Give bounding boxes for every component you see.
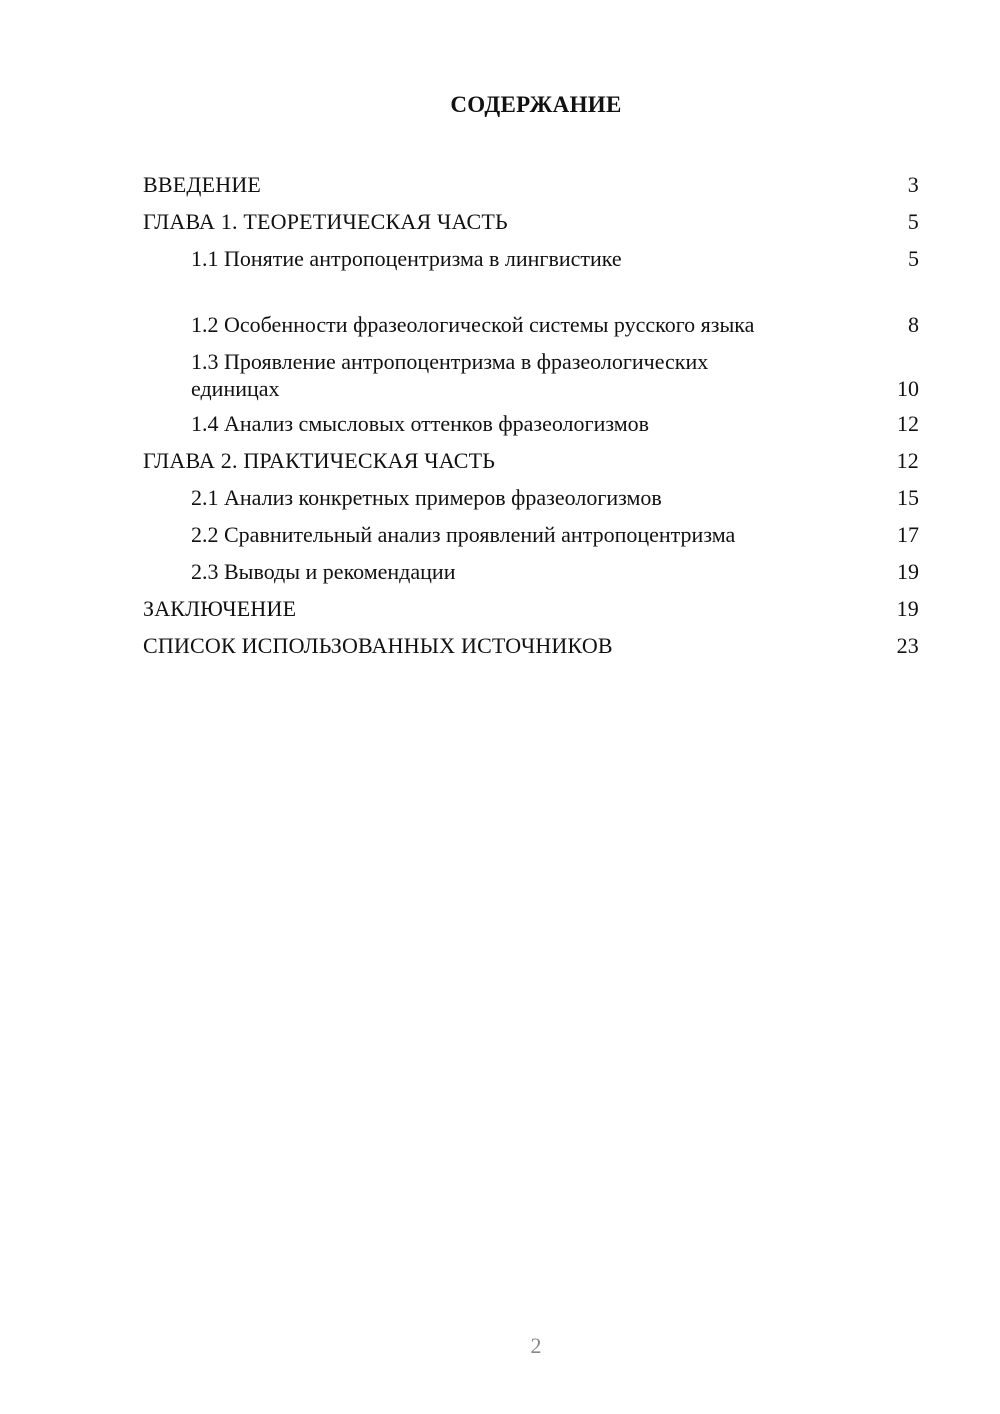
toc-entry-section-2-2 xyxy=(143,516,919,553)
toc-entry-page: 17 xyxy=(897,522,919,547)
toc-entry-chapter-1 xyxy=(143,203,919,240)
toc-entry-section-2-3 xyxy=(143,553,919,590)
toc-entry-page: 19 xyxy=(896,596,919,621)
toc-entry-text: ГЛАВА 2. ПРАКТИЧЕСКАЯ ЧАСТЬ xyxy=(143,448,496,473)
toc-entry-text: ЗАКЛЮЧЕНИЕ xyxy=(143,596,297,621)
toc-entry-page: 19 xyxy=(897,559,919,584)
toc-entry-section-1-4 xyxy=(143,405,919,442)
toc-entry-text: ВВЕДЕНИЕ xyxy=(143,172,262,197)
toc-entry-text: 2.2 Сравнительный анализ проявлений антропоцентризма xyxy=(191,522,736,547)
toc-entry-section-1-2 xyxy=(143,277,919,341)
toc-entry-text: 1.1 Понятие антропоцентризма в лингвистике xyxy=(191,246,622,271)
table-of-contents xyxy=(143,166,919,664)
toc-entry-section-1-3 xyxy=(143,341,919,405)
toc-entry-section-1-1 xyxy=(143,240,919,277)
toc-entry-text: 1.3 Проявление антропоцентризма в фразеологических единицах xyxy=(191,349,709,401)
toc-entry-text: СПИСОК ИСПОЛЬЗОВАННЫХ ИСТОЧНИКОВ xyxy=(143,633,613,658)
toc-entry-page: 23 xyxy=(896,633,919,658)
toc-entry-page: 15 xyxy=(897,485,919,510)
toc-entry-page: 12 xyxy=(897,411,919,436)
toc-entry-chapter-2 xyxy=(143,442,919,479)
toc-entry-page: 12 xyxy=(896,448,919,473)
toc-entry-page: 10 xyxy=(897,376,919,401)
toc-entry-text: 1.4 Анализ смысловых оттенков фразеологизмов xyxy=(191,411,650,436)
toc-entry-text: 1.2 Особенности фразеологической системы русского языка xyxy=(191,312,755,337)
toc-entry-introduction xyxy=(143,166,919,203)
toc-entry-text: 2.3 Выводы и рекомендации xyxy=(191,559,456,584)
toc-entry-page: 8 xyxy=(908,312,919,337)
toc-entry-page: 5 xyxy=(908,246,919,271)
toc-title: СОДЕРЖАНИЕ xyxy=(450,92,622,117)
toc-entry-page: 3 xyxy=(907,172,919,197)
page-number: 2 xyxy=(530,1333,542,1358)
toc-entry-text: ГЛАВА 1. ТЕОРЕТИЧЕСКАЯ ЧАСТЬ xyxy=(143,209,508,234)
toc-entry-section-2-1 xyxy=(143,479,919,516)
toc-entry-conclusion xyxy=(143,590,919,627)
toc-entry-references xyxy=(143,627,919,664)
toc-entry-page: 5 xyxy=(907,209,919,234)
toc-entry-text: 2.1 Анализ конкретных примеров фразеологизмов xyxy=(191,485,662,510)
